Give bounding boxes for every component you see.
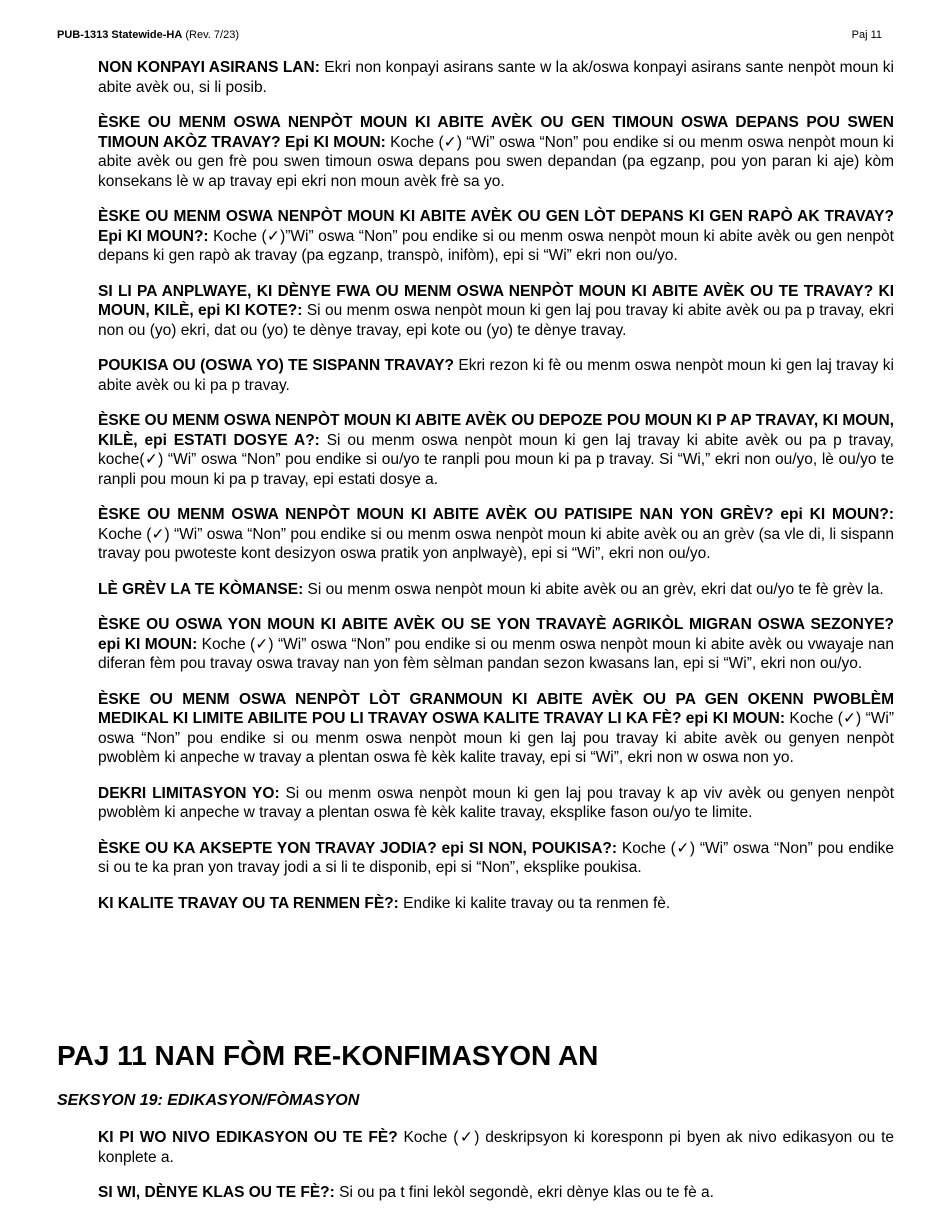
question-label: NON KONPAYI ASIRANS LAN: — [98, 59, 320, 76]
instruction-paragraph — [98, 690, 894, 768]
question-explanation: Koche (✓) deskripsyon ki koresponn pi byen ak nivo edikasyon ou te konplete a. — [98, 1129, 894, 1166]
question-explanation: Si ou menm oswa nenpòt moun ki gen laj pou travay ki abite avèk ou pa p travay, ekri non ou (yo) ekri, dat ou (yo) te dènye travay, epi kote ou (yo) te dènye travay. — [98, 302, 894, 339]
question-label: KI KALITE TRAVAY OU TA RENMEN FÈ?: — [98, 894, 399, 912]
question-explanation: Koche (✓) “Wi” oswa “Non” pou endike si ou menm oswa nenpòt moun ki abite avèk ou an grèv (sa vle di, li sispann travay pou pwoteste kont desizyon oswa pratik yon anplwayè), epi si “Wi”, ekri non ou/yo. — [98, 525, 894, 562]
question-explanation: Koche (✓) “Wi” oswa “Non” pou endike si ou menm oswa nenpòt moun ki gen laj pou travay ki abite avèk ou genyen nenpòt pwoblèm ki anpeche w travay a plentan oswa fè kèk kalite travay, epi si “Wi”, ekri non w oswa non yo. — [98, 710, 894, 766]
question-label: ÈSKE OU OSWA YON MOUN KI ABITE AVÈK OU SE YON TRAVAYÈ AGRIKÒL MIGRAN OSWA SEZONYE? epi KI MOUN: — [98, 616, 894, 653]
question-label: ÈSKE OU MENM OSWA NENPÒT MOUN KI ABITE AVÈK OU GEN LÒT DEPANS KI GEN RAPÒ AK TRAVAY? Epi KI MOUN?: — [98, 208, 894, 245]
question-explanation: Ekri non konpayi asirans sante w la ak/oswa konpayi asirans sante nenpòt moun ki abite avèk ou, si li posib. — [98, 59, 895, 96]
question-label: DEKRI LIMITASYON YO: — [98, 784, 280, 802]
question-explanation: Endike ki kalite travay ou ta renmen fè. — [398, 894, 671, 912]
question-explanation: Si ou menm oswa nenpòt moun ki abite avèk ou an grèv, ekri dat ou/yo te fè grèv la. — [303, 580, 884, 598]
question-explanation: Koche (✓)”Wi” oswa “Non” pou endike si ou menm oswa nenpòt moun ki abite avèk ou gen nenpòt depans ki gen rapò ak travay (pa egzanp, transpò, inifòm), epi si “Wi” ekri non ou/yo. — [98, 227, 894, 264]
question-label: ÈSKE OU MENM OSWA NENPÒT MOUN KI ABITE AVÈK OU DEPOZE POU MOUN KI P AP TRAVAY, KI MOUN, KILÈ, epi ESTATI DOSYE A?: — [98, 412, 894, 449]
question-label: ÈSKE OU MENM OSWA NENPÒT MOUN KI ABITE AVÈK OU PATISIPE NAN YON GRÈV? epi KI MOUN?: — [98, 506, 894, 523]
question-label: SI WI, DÈNYE KLAS OU TE FÈ?: — [98, 1184, 335, 1201]
form-id — [57, 29, 239, 41]
question-explanation: Koche (✓) “Wi” oswa “Non” pou endike si ou te ka pran yon travay jodi a si li te disponib, epi si “Non”, eksplike poukisa. — [98, 839, 894, 876]
instruction-paragraph — [98, 411, 894, 489]
question-explanation: Si ou menm oswa nenpòt moun ki gen laj travay ki abite avèk ou pa p travay, koche(✓) “Wi” oswa “Non” pou endike si ou/yo te ranpli pou moun ki pa p travay. Si “Wi,” ekri non ou/yo, lè ou/yo te ranpli pou moun ki pa p travay, epi estati dosye a. — [98, 431, 894, 488]
question-label: POUKISA OU (OSWA YO) TE SISPANN TRAVAY? — [98, 357, 455, 374]
page-header — [57, 29, 882, 43]
section-title: PAJ 11 NAN FÒM RE-KONFIMASYON AN — [57, 1040, 599, 1071]
instruction-paragraph — [98, 784, 894, 823]
question-explanation: Koche (✓) “Wi” oswa “Non” pou endike si ou menm oswa nenpòt moun ki abite avèk ou vwayaje nan diferan fèm pou travay oswa travay nan yon fèm sèlman pandan sezon kwasans lan, epi si “Wi”, ekri non ou/yo. — [98, 635, 894, 672]
section-subtitle: SEKSYON 19: EDIKASYON/FÒMASYON — [57, 1092, 360, 1109]
question-label: ÈSKE OU MENM OSWA NENPÒT LÒT GRANMOUN KI ABITE AVÈK OU PA GEN OKENN PWOBLÈM MEDIKAL KI LIMITE ABILITE POU LI TRAVAY OSWA KALITE TRAVAY LI KA FÈ? epi KI MOUN: — [98, 690, 894, 727]
question-explanation: Ekri rezon ki fè ou menm oswa nenpòt moun ki gen laj travay ki abite avèk ou ki pa p travay. — [98, 357, 894, 394]
page-number: Paj 11 — [851, 29, 882, 41]
instruction-paragraph — [98, 113, 894, 191]
instruction-paragraph — [98, 580, 894, 600]
question-label: ÈSKE OU MENM OSWA NENPÒT MOUN KI ABITE AVÈK OU GEN TIMOUN OSWA DEPANS POU SWEN TIMOUN AKÒZ TRAVAY? Epi KI MOUN: — [98, 114, 894, 151]
instruction-paragraph — [98, 58, 894, 97]
instruction-paragraph — [98, 282, 894, 341]
question-label: SI LI PA ANPLWAYE, KI DÈNYE FWA OU MENM OSWA NENPÒT MOUN KI ABITE AVÈK OU TE TRAVAY? KI MOUN, KILÈ, epi KI KOTE?: — [98, 282, 894, 319]
instruction-paragraph — [98, 505, 894, 564]
question-explanation: Si ou menm oswa nenpòt moun ki gen laj pou travay k ap viv avèk ou genyen nenpòt pwoblèm ki anpeche w travay a plentan oswa fè kèk kalite travay, eksplike fason ou/yo te limite. — [98, 784, 895, 821]
question-explanation: Koche (✓) “Wi” oswa “Non” pou endike si ou menm oswa nenpòt moun ki abite avèk ou gen frè pou swen timoun oswa depans pou swen depandan (pa egzanp, pou yon paran ki aje) kòm konsekans lè w ap travay epi ekri non moun avèk frè sa yo. — [98, 133, 894, 190]
question-label: KI PI WO NIVO EDIKASYON OU TE FÈ? — [98, 1129, 398, 1146]
instruction-paragraph — [98, 1128, 894, 1167]
question-label: ÈSKE OU KA AKSEPTE YON TRAVAY JODIA? epi SI NON, POUKISA?: — [98, 839, 618, 857]
education-instructions — [98, 1128, 894, 1219]
instructions-list — [98, 58, 894, 929]
instruction-paragraph — [98, 356, 894, 395]
instruction-paragraph — [98, 207, 894, 266]
question-explanation: Si ou pa t fini lekòl segondè, ekri dènye klas ou te fè a. — [334, 1184, 714, 1201]
form-revision: (Rev. 7/23) — [185, 29, 239, 41]
question-label: LÈ GRÈV LA TE KÒMANSE: — [98, 580, 304, 598]
instruction-paragraph — [98, 1183, 894, 1203]
instruction-paragraph — [98, 894, 894, 914]
instruction-paragraph — [98, 615, 894, 674]
instruction-paragraph — [98, 839, 894, 878]
form-number: PUB-1313 Statewide-HA — [57, 29, 183, 41]
